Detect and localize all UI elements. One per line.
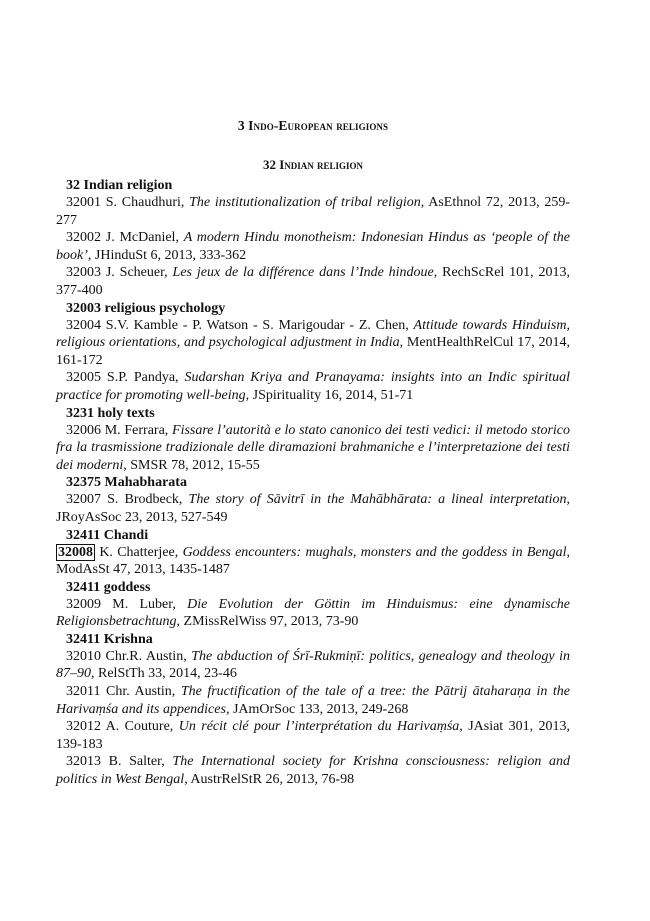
- bibliography-entry: [56, 753, 570, 788]
- entry-author: M. Luber,: [112, 596, 176, 612]
- group-heading: 32411 Krishna: [66, 631, 153, 647]
- entry-number: 32005: [66, 370, 101, 386]
- entry-number: 32004: [66, 317, 101, 333]
- entry-author: S. Brodbeck,: [107, 492, 183, 508]
- bibliography-entry: [56, 648, 570, 683]
- entry-number: 32009: [66, 596, 101, 612]
- entry-title: Goddess encounters: mughals, monsters and the goddess in Bengal: [182, 544, 567, 560]
- entry-author: S.V. Kamble - P. Watson - S. Marigoudar - Z. Chen,: [105, 317, 409, 333]
- entry-title: The International society for Krishna consciousness: religion and politics in West Bengal: [56, 754, 571, 788]
- group-heading: 32 Indian religion: [66, 178, 173, 193]
- bibliography-group: [56, 300, 570, 405]
- entry-title: Attitude towards Hinduism, religious orientations, and psychological adjustment in India: [56, 317, 570, 351]
- entry-source: , AustrRelStR 26, 2013, 76-98: [184, 772, 355, 788]
- group-heading: 32411 goddess: [66, 579, 151, 595]
- section-title: 32 Indian religion: [262, 157, 364, 172]
- entry-title: A modern Hindu monotheism: Indonesian Hindus as ‘people of the book’: [56, 230, 571, 263]
- entry-source: , SMSR 78, 2012, 15-55: [123, 457, 260, 473]
- bibliography-entry: [56, 596, 570, 631]
- entry-title: Les jeux de la différence dans l’Inde hindoue: [172, 265, 434, 281]
- bibliography-entry: [56, 264, 570, 299]
- entry-source: , AsEthnol 72, 2013, 259-277: [56, 195, 571, 228]
- entry-number: 32013: [66, 754, 101, 770]
- entry-source: , RelStTh 33, 2014, 23-46: [91, 666, 237, 682]
- entry-author: K. Chatterjee,: [99, 544, 179, 560]
- bibliography-group: [56, 177, 570, 300]
- entry-title: The abduction of Śrī-Rukmiṇī: politics, genealogy and theology in 87–90: [56, 648, 570, 682]
- group-heading: 32003 religious psychology: [66, 300, 226, 316]
- entry-source: , RechScRel 101, 2013, 377-400: [56, 265, 571, 298]
- bibliography-entry: [56, 718, 570, 753]
- entry-title: Fissare l’autorità e lo stato canonico dei testi vedici: il metodo storico fra la trasmissione tradizionale delle diramazioni brahmaniche e l’interpretazione dei testi dei moderni: [56, 422, 571, 473]
- entry-number: 32010: [66, 648, 101, 664]
- entry-number: 32007: [66, 492, 101, 508]
- entry-author: Chr.R. Austin,: [105, 648, 187, 664]
- entry-number: 32001: [66, 195, 101, 210]
- bibliography-group: [56, 579, 570, 631]
- entry-number: 32006: [66, 422, 101, 438]
- entry-source: , JAsiat 301, 2013, 139-183: [56, 719, 571, 752]
- entry-source: , JHinduSt 6, 2013, 333-362: [87, 247, 247, 263]
- entry-number: 32003: [66, 265, 101, 281]
- bibliography-entry: [56, 422, 570, 475]
- entry-author: S.P. Pandya,: [106, 370, 179, 386]
- entry-source: , JSpirituality 16, 2014, 51-71: [245, 387, 414, 403]
- group-heading: 3231 holy texts: [66, 405, 155, 421]
- entry-source: , ModAsSt 47, 2013, 1435-1487: [56, 544, 571, 578]
- bibliography-group: [56, 405, 570, 475]
- entry-title: The story of Sāvitrī in the Mahābhārata: a lineal interpretation: [188, 492, 567, 508]
- group-heading: 32375 Mahabharata: [66, 475, 187, 491]
- entry-title: Die Evolution der Göttin im Hinduismus: eine dynamische Religionsbetrachtung: [56, 596, 570, 630]
- entry-title: Un récit clé pour l’interprétation du Harivaṃśa: [178, 719, 460, 735]
- group-heading: 32411 Chandi: [66, 527, 149, 543]
- entry-author: J. McDaniel,: [105, 230, 179, 246]
- entry-author: Chr. Austin,: [106, 684, 176, 700]
- bibliography-group: [56, 631, 570, 789]
- entry-source: , JAmOrSoc 133, 2013, 249-268: [225, 701, 409, 717]
- chapter-title: 3 Indo-European religions: [237, 118, 389, 133]
- entry-number-highlighted: 32008: [58, 544, 93, 560]
- entry-source: , ZMissRelWiss 97, 2013, 73-90: [176, 614, 359, 630]
- entry-title: The fructification of the tale of a tree: the Pātrij ātaharaṇa in the Harivaṃśa and its appendices: [56, 684, 570, 717]
- bibliography-entry: [56, 229, 570, 264]
- entry-author: S. Chaudhuri,: [105, 195, 185, 210]
- bibliography-content: [56, 177, 570, 789]
- entry-number: 32002: [66, 230, 101, 246]
- bibliography-group: [56, 474, 570, 526]
- entry-author: A. Couture,: [105, 719, 174, 735]
- entry-author: B. Salter,: [108, 754, 165, 770]
- entry-source: , MentHealthRelCul 17, 2014, 161-172: [56, 335, 570, 368]
- entry-title: Sudarshan Kriya and Pranayama: insights into an Indic spiritual practice for promoting well-being: [56, 370, 571, 403]
- bibliography-entry: [56, 491, 570, 526]
- entry-number: 32011: [66, 684, 101, 700]
- entry-author: J. Scheuer,: [105, 265, 168, 281]
- bibliography-entry: [56, 317, 570, 370]
- entry-number: 32012: [66, 719, 101, 735]
- bibliography-group: [56, 527, 570, 579]
- bibliography-entry: [56, 544, 570, 579]
- entry-author: M. Ferrara,: [104, 422, 169, 438]
- bibliography-entry: [56, 683, 570, 718]
- bibliography-entry: [56, 194, 570, 229]
- entry-source: , JRoyAsSoc 23, 2013, 527-549: [56, 492, 571, 525]
- entry-title: The institutionalization of tribal religion: [189, 195, 421, 210]
- bibliography-entry: [56, 369, 570, 404]
